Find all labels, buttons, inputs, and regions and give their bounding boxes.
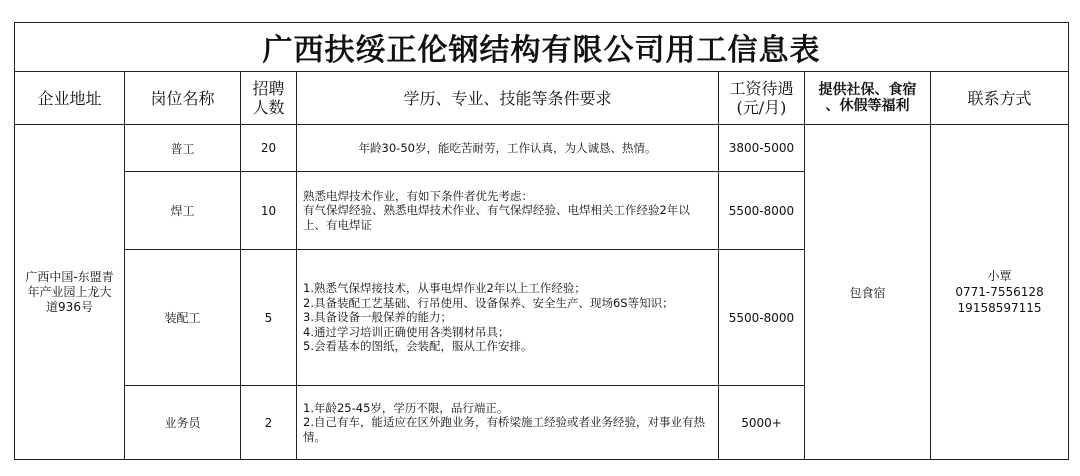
requirement-line: 5.会看基本的图纸，会装配，服从工作安排。 [303, 339, 533, 354]
header-position: 岗位名称 [125, 72, 241, 125]
job-info-sheet [14, 22, 1068, 460]
job-requirements [297, 250, 719, 386]
job-count: 5 [241, 250, 297, 386]
header-salary-line1: 工资待遇 [729, 79, 794, 98]
contact-name: 小覃 [987, 269, 1012, 283]
job-salary: 3800-5000 [719, 125, 805, 172]
requirement-line: 4.通过学习培训正确使用各类钢材吊具； [303, 324, 510, 339]
job-salary: 5500-8000 [719, 172, 805, 250]
header-row [15, 72, 1069, 125]
job-requirements [297, 172, 719, 250]
requirement-line: 有气保焊经验、熟悉电焊技术作业、有气保焊经验、电焊相关工作经验2年以上、有电焊证 [303, 203, 690, 232]
job-count: 2 [241, 386, 297, 460]
requirement-line: 2.自己有车，能适应在区外跑业务，有桥梁施工经验或者业务经验，对事业有热情。 [303, 415, 705, 444]
header-headcount-line1: 招聘 [252, 79, 285, 98]
job-position: 焊工 [125, 172, 241, 250]
requirement-line: 熟悉电焊技术作业，有如下条件者优先考虑： [303, 188, 533, 203]
job-requirements [297, 125, 719, 172]
header-salary-line2: (元/月) [736, 98, 787, 117]
address-line: 广西中国-东盟青 [25, 269, 114, 284]
address-line: 年产业园上龙大 [27, 284, 112, 299]
job-info-table [14, 22, 1069, 460]
contact-mobile: 19158597115 [957, 301, 1042, 315]
header-benefits [805, 72, 931, 125]
header-headcount [241, 72, 297, 125]
header-contact: 联系方式 [931, 72, 1069, 125]
job-count: 20 [241, 125, 297, 172]
header-benefits-line1: 提供社保、食宿 [818, 82, 917, 98]
job-position: 装配工 [125, 250, 241, 386]
job-count: 10 [241, 172, 297, 250]
header-address: 企业地址 [15, 72, 125, 125]
header-requirements: 学历、专业、技能等条件要求 [297, 72, 719, 125]
header-benefits-line2: 、休假等福利 [825, 98, 910, 114]
requirement-line: 3.具备设备一般保养的能力； [303, 310, 452, 325]
address-line: 道936号 [46, 299, 93, 314]
company-address [15, 125, 125, 460]
company-contact [931, 125, 1069, 460]
title-row [15, 23, 1069, 72]
job-position: 普工 [125, 125, 241, 172]
company-benefits: 包食宿 [805, 125, 931, 460]
requirement-line: 1.年龄25-45岁，学历不限，品行端正。 [303, 400, 509, 415]
job-salary: 5000+ [719, 386, 805, 460]
requirement-line: 2.具备装配工艺基础、行吊使用、设备保养、安全生产、现场6S等知识； [303, 295, 674, 310]
requirement-line: 年龄30-50岁，能吃苦耐劳，工作认真，为人诚恳、热情。 [358, 140, 657, 155]
header-headcount-line2: 人数 [252, 98, 285, 117]
header-salary [719, 72, 805, 125]
job-requirements [297, 386, 719, 460]
job-position: 业务员 [125, 386, 241, 460]
page-title: 广西扶绥正伦钢结构有限公司用工信息表 [15, 23, 1069, 72]
job-salary: 5500-8000 [719, 250, 805, 386]
requirement-line: 1.熟悉气保焊接技术，从事电焊作业2年以上工作经验； [303, 281, 586, 296]
table-row [15, 125, 1069, 172]
contact-phone: 0771-7556128 [955, 285, 1044, 299]
